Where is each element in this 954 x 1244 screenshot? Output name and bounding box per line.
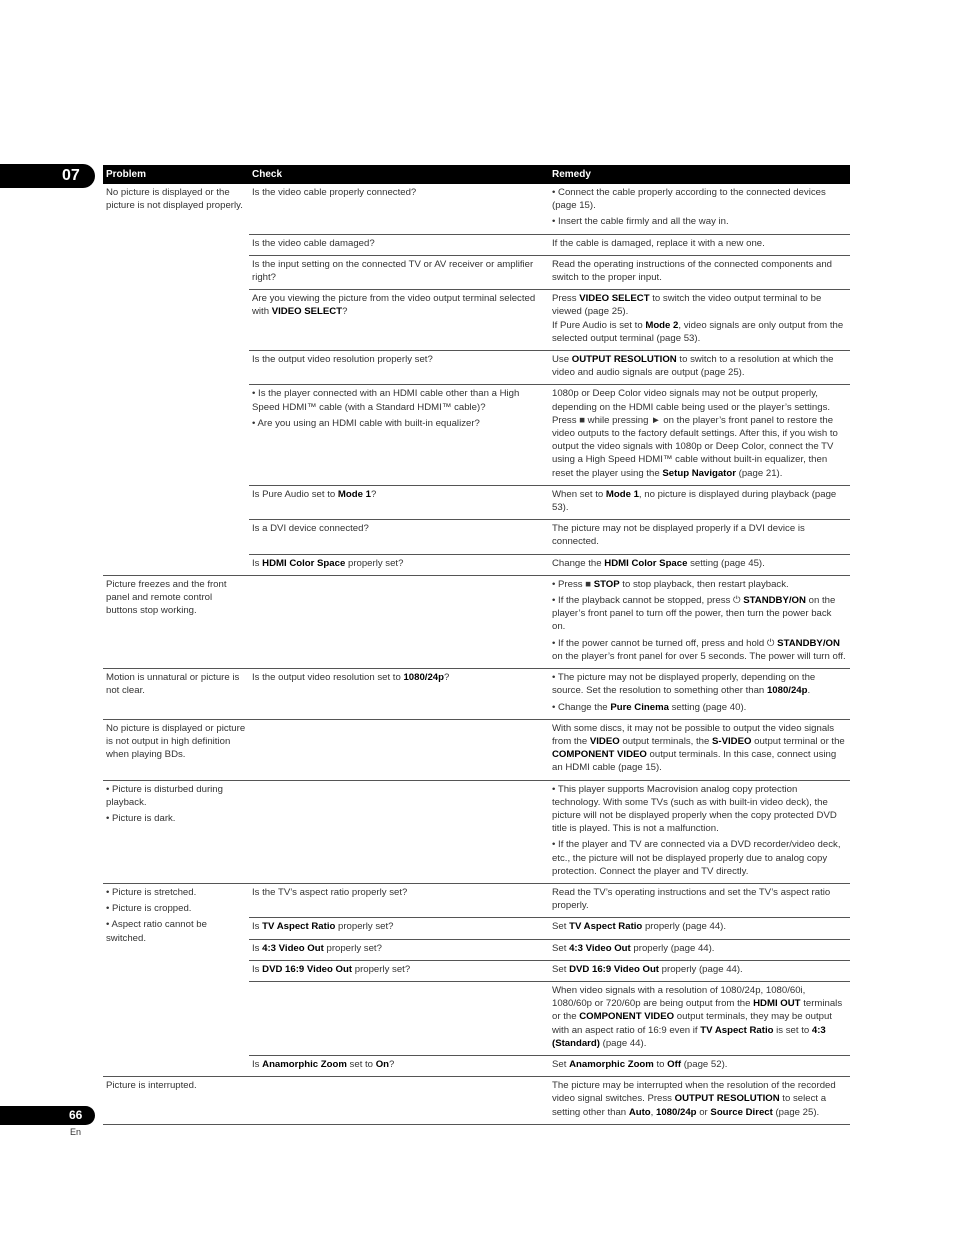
table-header (103, 165, 850, 184)
table-row (103, 1077, 850, 1125)
chapter-tab: 07 (0, 164, 95, 188)
problem-cell (103, 184, 249, 575)
remedy-cell (549, 939, 850, 960)
check-cell (249, 290, 549, 351)
remedy-cell (549, 255, 850, 289)
remedy-text: • The picture may not be displayed properly, depending on the source. Set the resolution to something other than 1080/24p. (552, 672, 816, 697)
table-row (103, 575, 850, 668)
check-cell (249, 669, 549, 720)
remedy-cell (549, 960, 850, 981)
language-label: En (70, 1127, 82, 1137)
check-text: Is the video cable properly connected? (252, 187, 417, 198)
troubleshooting-table (103, 165, 850, 1125)
check-text: Is DVD 16:9 Video Out properly set? (252, 963, 411, 975)
remedy-cell (549, 234, 850, 255)
remedy-cell (549, 918, 850, 939)
remedy-text: Set TV Aspect Ratio properly (page 44). (552, 921, 727, 933)
check-text: Is 4:3 Video Out properly set? (252, 942, 382, 954)
remedy-cell (549, 1055, 850, 1076)
remedy-cell (549, 981, 850, 1055)
check-text: Are you viewing the picture from the video output terminal selected with VIDEO SELECT? (252, 293, 536, 318)
check-cell (249, 234, 549, 255)
page-number: 66 (0, 1106, 95, 1125)
check-cell (249, 385, 549, 485)
remedy-header: Remedy (549, 165, 850, 184)
check-cell (249, 883, 549, 917)
remedy-text: Use OUTPUT RESOLUTION to switch to a resolution at which the video and audio signals are output (page 25). (552, 354, 834, 379)
remedy-text: Read the operating instructions of the connected components and switch to the proper input. (552, 258, 833, 284)
problem-cell (103, 780, 249, 883)
problem-cell (103, 575, 249, 668)
remedy-text: • If the power cannot be turned off, press and hold ⏻ STANDBY/ON on the player’s front panel for over 5 seconds. The power will turn off. (552, 637, 846, 662)
remedy-cell (549, 719, 850, 780)
remedy-cell (549, 290, 850, 351)
remedy-cell (549, 520, 850, 554)
check-cell (249, 575, 549, 668)
remedy-text: • Insert the cable firmly and all the way in. (552, 216, 729, 228)
remedy-cell (549, 1077, 850, 1125)
remedy-text: When set to Mode 1, no picture is displayed during playback (page 53). (552, 488, 837, 514)
problem-text: • Picture is cropped. (106, 903, 192, 915)
check-cell (249, 554, 549, 575)
check-text: Is Anamorphic Zoom set to On? (252, 1058, 395, 1070)
remedy-text: Set 4:3 Video Out properly (page 44). (552, 942, 715, 954)
check-cell (249, 184, 549, 234)
problem-text: Picture is interrupted. (106, 1080, 197, 1092)
check-cell (249, 485, 549, 519)
check-text: Is the video cable damaged? (252, 237, 375, 249)
check-text: Is the TV’s aspect ratio properly set? (252, 886, 408, 898)
remedy-cell (549, 351, 850, 385)
problem-text: Motion is unnatural or picture is not clear. (106, 672, 240, 697)
check-text: Is the output video resolution set to 1080/24p? (252, 672, 450, 684)
check-text: Is the output video resolution properly set? (252, 354, 433, 366)
remedy-text: 1080p or Deep Color video signals may not be output properly, depending on the HDMI cable being used or the player’s settings. Press ■ while pressing ► on the player’s front panel to restore the video outputs to the factory default settings. After this, if you wish to output the video signals with 1080p or Deep Color, connect the TV using a High Speed HDMI™ cable without built-in equalizer, then reset the player using the Setup Navigator (page 21). (552, 388, 838, 479)
remedy-text: Change the HDMI Color Space setting (page 45). (552, 557, 765, 569)
check-text: Is HDMI Color Space properly set? (252, 557, 404, 569)
remedy-cell (549, 780, 850, 883)
remedy-text: • Connect the cable properly according to the connected devices (page 15). (552, 187, 826, 212)
table-row (103, 883, 850, 917)
check-cell (249, 351, 549, 385)
problem-text: • Picture is dark. (106, 812, 176, 824)
table-row (103, 780, 850, 883)
remedy-text: Set DVD 16:9 Video Out properly (page 44). (552, 963, 743, 975)
check-cell (249, 255, 549, 289)
problem-text: No picture is displayed or picture is not output in high definition when playing BDs. (106, 722, 246, 761)
problem-text: • Picture is disturbed during playback. (106, 783, 223, 808)
remedy-text: The picture may not be displayed properly if a DVI device is connected. (552, 523, 805, 548)
problem-header: Problem (103, 165, 249, 184)
problem-cell (103, 883, 249, 1076)
remedy-text: • If the playback cannot be stopped, press ⏻ STANDBY/ON on the player’s front panel to turn off the power, then turn the power back on. (552, 595, 836, 633)
remedy-text: Press VIDEO SELECT to switch the video output terminal to be viewed (page 25). If Pure Audio is set to Mode 2, video signals are only output from the selected output terminal (page 53). (552, 293, 844, 344)
remedy-cell (549, 385, 850, 485)
remedy-text: When video signals with a resolution of 1080/24p, 1080/60i, 1080/60p or 720/60p are being output from the HDMI OUT terminals or the COMPONENT VIDEO output terminals, they may be output with an aspect ratio of 16:9 even if TV Aspect Ratio is set to 4:3 (Standard) (page 44). (552, 984, 843, 1049)
remedy-cell (549, 554, 850, 575)
check-cell (249, 960, 549, 981)
check-cell (249, 981, 549, 1055)
remedy-cell (549, 575, 850, 668)
table-row (103, 184, 850, 234)
remedy-text: • This player supports Macrovision analog copy protection technology. With some TVs (such as with built-in video deck), the picture will not be displayed properly when the copy protected DVD title is played. This is not a malfunction. (552, 783, 837, 835)
check-cell (249, 1055, 549, 1076)
problem-text: No picture is displayed or the picture is not displayed properly. (106, 187, 243, 212)
check-text: • Is the player connected with an HDMI cable other than a High Speed HDMI™ cable (with a Standard HDMI™ cable)? (252, 388, 520, 413)
check-cell (249, 719, 549, 780)
remedy-cell (549, 184, 850, 234)
table-row (103, 669, 850, 720)
remedy-text: With some discs, it may not be possible to output the video signals from the VIDEO output terminals, the S-VIDEO output terminal or the COMPONENT VIDEO output terminals. In this case, connect using an HDMI cable (page 15). (552, 722, 845, 774)
check-cell (249, 780, 549, 883)
check-cell (249, 918, 549, 939)
remedy-cell (549, 883, 850, 917)
problem-cell (103, 1077, 249, 1125)
remedy-text: If the cable is damaged, replace it with a new one. (552, 237, 765, 249)
check-text: • Are you using an HDMI cable with built-in equalizer? (252, 417, 480, 429)
table-body (103, 184, 850, 1124)
remedy-cell (549, 669, 850, 720)
remedy-text: Set Anamorphic Zoom to Off (page 52). (552, 1058, 728, 1070)
check-text: Is TV Aspect Ratio properly set? (252, 921, 394, 933)
check-cell (249, 1077, 549, 1125)
remedy-cell (549, 485, 850, 519)
problem-cell (103, 719, 249, 780)
check-text: Is the input setting on the connected TV or AV receiver or amplifier right? (252, 258, 534, 284)
table-row (103, 719, 850, 780)
problem-text: • Picture is stretched. (106, 886, 197, 898)
remedy-text: • If the player and TV are connected via a DVD recorder/video deck, etc., the picture will not be displayed properly due to analog copy protection. Connect the player and TV directly. (552, 839, 841, 877)
remedy-text: • Change the Pure Cinema setting (page 40). (552, 701, 747, 713)
check-text: Is a DVI device connected? (252, 523, 369, 535)
remedy-text: • Press ■ STOP to stop playback, then restart playback. (552, 578, 789, 590)
problem-text: Picture freezes and the front panel and remote control buttons stop working. (106, 578, 227, 617)
problem-text: • Aspect ratio cannot be switched. (106, 919, 207, 944)
check-cell (249, 939, 549, 960)
check-header: Check (249, 165, 549, 184)
check-cell (249, 520, 549, 554)
remedy-text: Read the TV’s operating instructions and set the TV’s aspect ratio properly. (552, 886, 831, 912)
check-text: Is Pure Audio set to Mode 1? (252, 488, 377, 500)
remedy-text: The picture may be interrupted when the resolution of the recorded video signal switches. Press OUTPUT RESOLUTION to select a setting other than Auto, 1080/24p or Source Direct (page 25). (552, 1080, 836, 1118)
problem-cell (103, 669, 249, 720)
